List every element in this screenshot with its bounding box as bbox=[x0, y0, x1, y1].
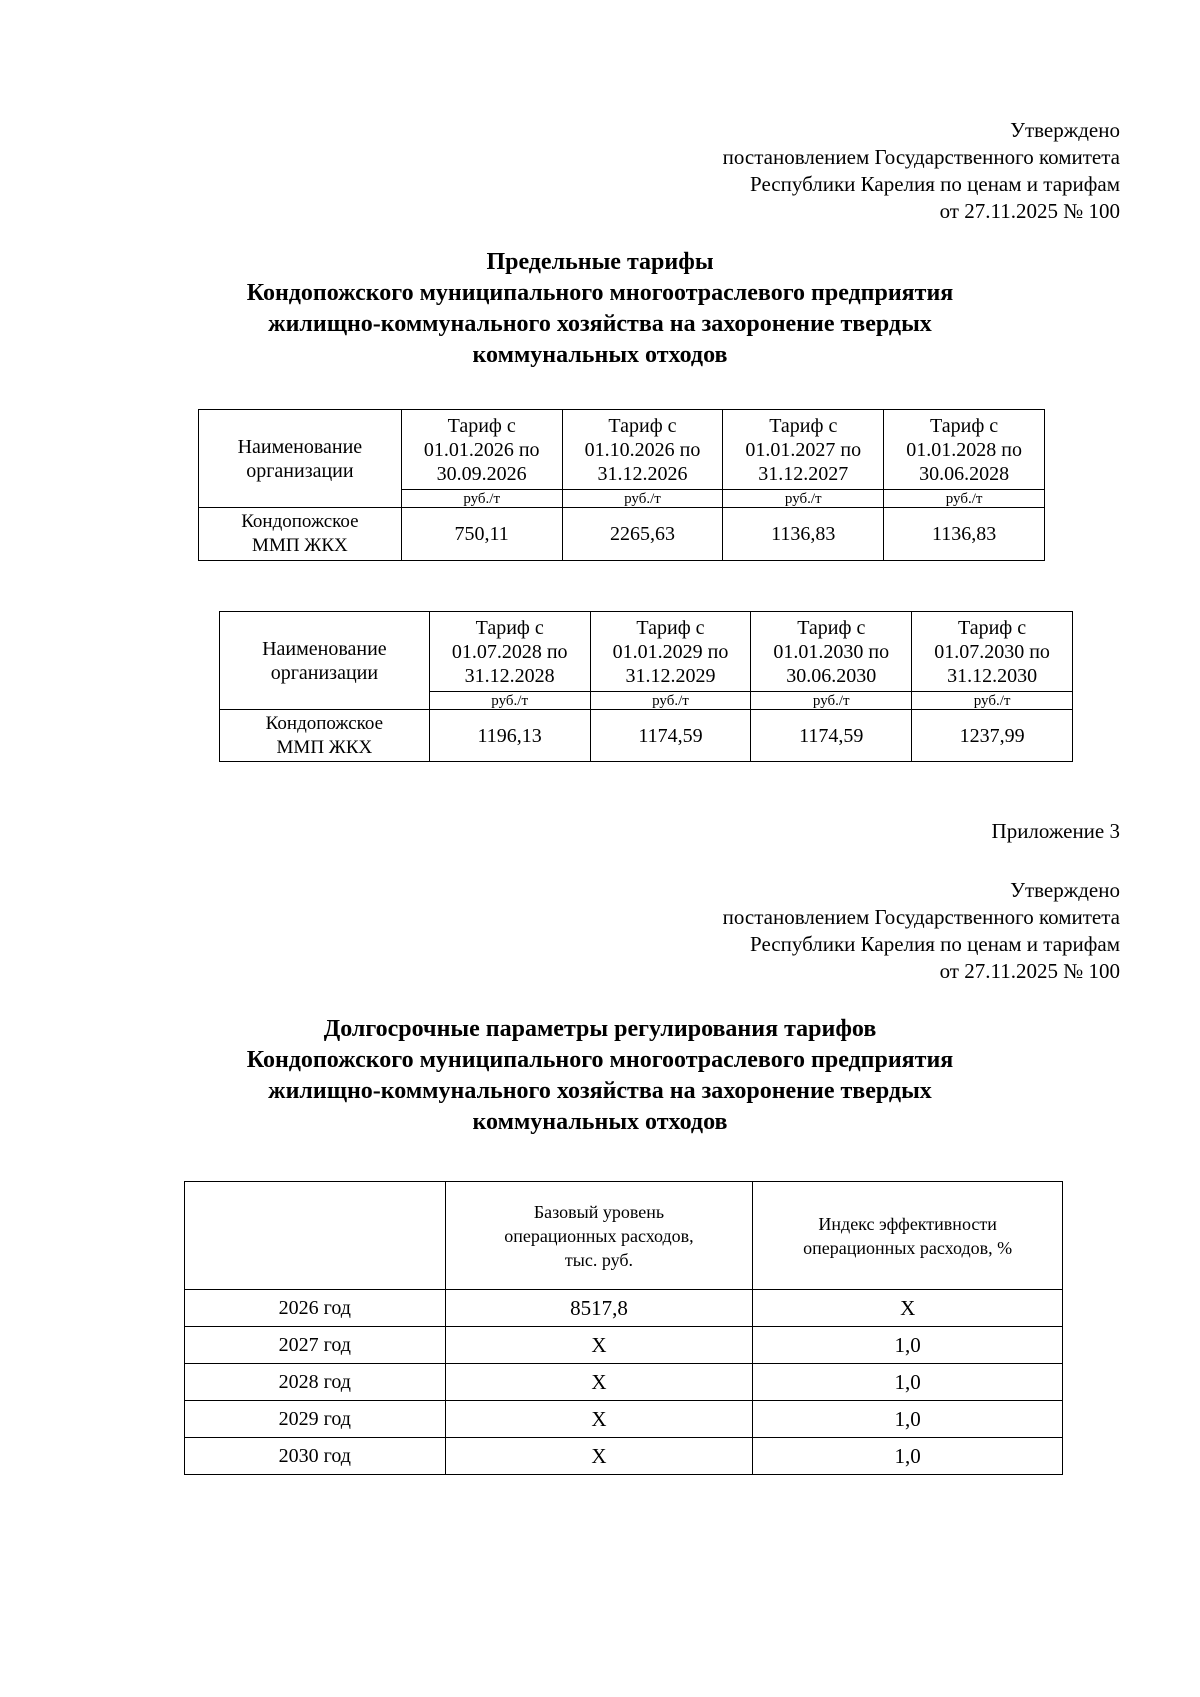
year-cell: 2027 год bbox=[185, 1327, 446, 1364]
tariff-value: 1237,99 bbox=[912, 710, 1073, 762]
efficiency-index-value: 1,0 bbox=[753, 1364, 1063, 1401]
approval-line: Утверждено bbox=[1010, 118, 1120, 142]
efficiency-index-value: X bbox=[753, 1290, 1063, 1327]
table-row bbox=[185, 1364, 1063, 1401]
tariff-value: 1136,83 bbox=[723, 508, 884, 561]
approval-line: постановлением Государственного комитета bbox=[722, 905, 1120, 929]
tariffs-title bbox=[0, 247, 1200, 371]
base-level-header: Базовый уровень операционных расходов, тыс. руб. bbox=[445, 1182, 753, 1290]
title-line: жилищно-коммунального хозяйства на захоронение твердых bbox=[268, 1078, 932, 1104]
tariff-table bbox=[198, 409, 1045, 561]
tariff-value: 1174,59 bbox=[751, 710, 912, 762]
org-header-cell: Наименование организации bbox=[199, 410, 402, 508]
unit-cell: руб./т bbox=[562, 490, 723, 508]
tariff-value: 1196,13 bbox=[429, 710, 590, 762]
org-header-cell: Наименование организации bbox=[220, 612, 430, 710]
unit-cell: руб./т bbox=[429, 692, 590, 710]
unit-cell: руб./т bbox=[723, 490, 884, 508]
efficiency-index-value: 1,0 bbox=[753, 1327, 1063, 1364]
table-row bbox=[185, 1438, 1063, 1475]
appendix-label: Приложение 3 bbox=[991, 819, 1120, 843]
title-line: коммунальных отходов bbox=[472, 1109, 728, 1135]
table-header-row bbox=[185, 1182, 1063, 1290]
period-header-cell: Тариф с 01.07.2028 по 31.12.2028 bbox=[429, 612, 590, 692]
approval-block bbox=[723, 877, 1120, 985]
table-row bbox=[185, 1401, 1063, 1438]
base-level-value: X bbox=[445, 1364, 753, 1401]
tariff-value: 750,11 bbox=[401, 508, 562, 561]
tariff-value: 1174,59 bbox=[590, 710, 751, 762]
unit-cell: руб./т bbox=[590, 692, 751, 710]
title-line: Долгосрочные параметры регулирования тарифов bbox=[323, 1016, 877, 1042]
title-line: жилищно-коммунального хозяйства на захоронение твердых bbox=[268, 311, 932, 337]
period-header-cell: Тариф с 01.10.2026 по 31.12.2026 bbox=[562, 410, 723, 490]
org-name-cell: Кондопожское ММП ЖКХ bbox=[220, 710, 430, 762]
period-header-cell: Тариф с 01.01.2029 по 31.12.2029 bbox=[590, 612, 751, 692]
tariff-value: 1136,83 bbox=[884, 508, 1045, 561]
period-header-cell: Тариф с 01.01.2026 по 30.09.2026 bbox=[401, 410, 562, 490]
title-line: коммунальных отходов bbox=[472, 342, 728, 368]
empty-header-cell bbox=[185, 1182, 446, 1290]
approval-line: от 27.11.2025 № 100 bbox=[939, 959, 1120, 983]
base-level-value: X bbox=[445, 1438, 753, 1475]
parameters-title bbox=[0, 1014, 1200, 1138]
table-row bbox=[220, 710, 1073, 762]
title-line: Кондопожского муниципального многоотраслевого предприятия bbox=[246, 1047, 954, 1073]
tariff-table bbox=[219, 611, 1073, 762]
title-line: Кондопожского муниципального многоотраслевого предприятия bbox=[246, 280, 954, 306]
table-row bbox=[185, 1327, 1063, 1364]
table-row bbox=[199, 508, 1045, 561]
approval-block bbox=[723, 117, 1120, 225]
table-header-row bbox=[220, 612, 1073, 692]
org-name-cell: Кондопожское ММП ЖКХ bbox=[199, 508, 402, 561]
tariff-value: 2265,63 bbox=[562, 508, 723, 561]
efficiency-index-value: 1,0 bbox=[753, 1438, 1063, 1475]
parameters-table bbox=[184, 1181, 1063, 1475]
unit-cell: руб./т bbox=[401, 490, 562, 508]
table-header-row bbox=[199, 410, 1045, 490]
approval-line: постановлением Государственного комитета bbox=[722, 145, 1120, 169]
title-line: Предельные тарифы bbox=[486, 249, 714, 275]
year-cell: 2026 год bbox=[185, 1290, 446, 1327]
period-header-cell: Тариф с 01.01.2028 по 30.06.2028 bbox=[884, 410, 1045, 490]
period-header-cell: Тариф с 01.01.2027 по 31.12.2027 bbox=[723, 410, 884, 490]
base-level-value: 8517,8 bbox=[445, 1290, 753, 1327]
approval-line: Утверждено bbox=[1010, 878, 1120, 902]
approval-line: Республики Карелия по ценам и тарифам bbox=[750, 932, 1120, 956]
efficiency-index-header: Индекс эффективности операционных расходов, % bbox=[753, 1182, 1063, 1290]
unit-cell: руб./т bbox=[912, 692, 1073, 710]
period-header-cell: Тариф с 01.01.2030 по 30.06.2030 bbox=[751, 612, 912, 692]
approval-line: от 27.11.2025 № 100 bbox=[939, 199, 1120, 223]
year-cell: 2030 год bbox=[185, 1438, 446, 1475]
approval-line: Республики Карелия по ценам и тарифам bbox=[750, 172, 1120, 196]
base-level-value: X bbox=[445, 1327, 753, 1364]
base-level-value: X bbox=[445, 1401, 753, 1438]
year-cell: 2028 год bbox=[185, 1364, 446, 1401]
year-cell: 2029 год bbox=[185, 1401, 446, 1438]
efficiency-index-value: 1,0 bbox=[753, 1401, 1063, 1438]
table-row bbox=[185, 1290, 1063, 1327]
unit-cell: руб./т bbox=[751, 692, 912, 710]
unit-cell: руб./т bbox=[884, 490, 1045, 508]
period-header-cell: Тариф с 01.07.2030 по 31.12.2030 bbox=[912, 612, 1073, 692]
